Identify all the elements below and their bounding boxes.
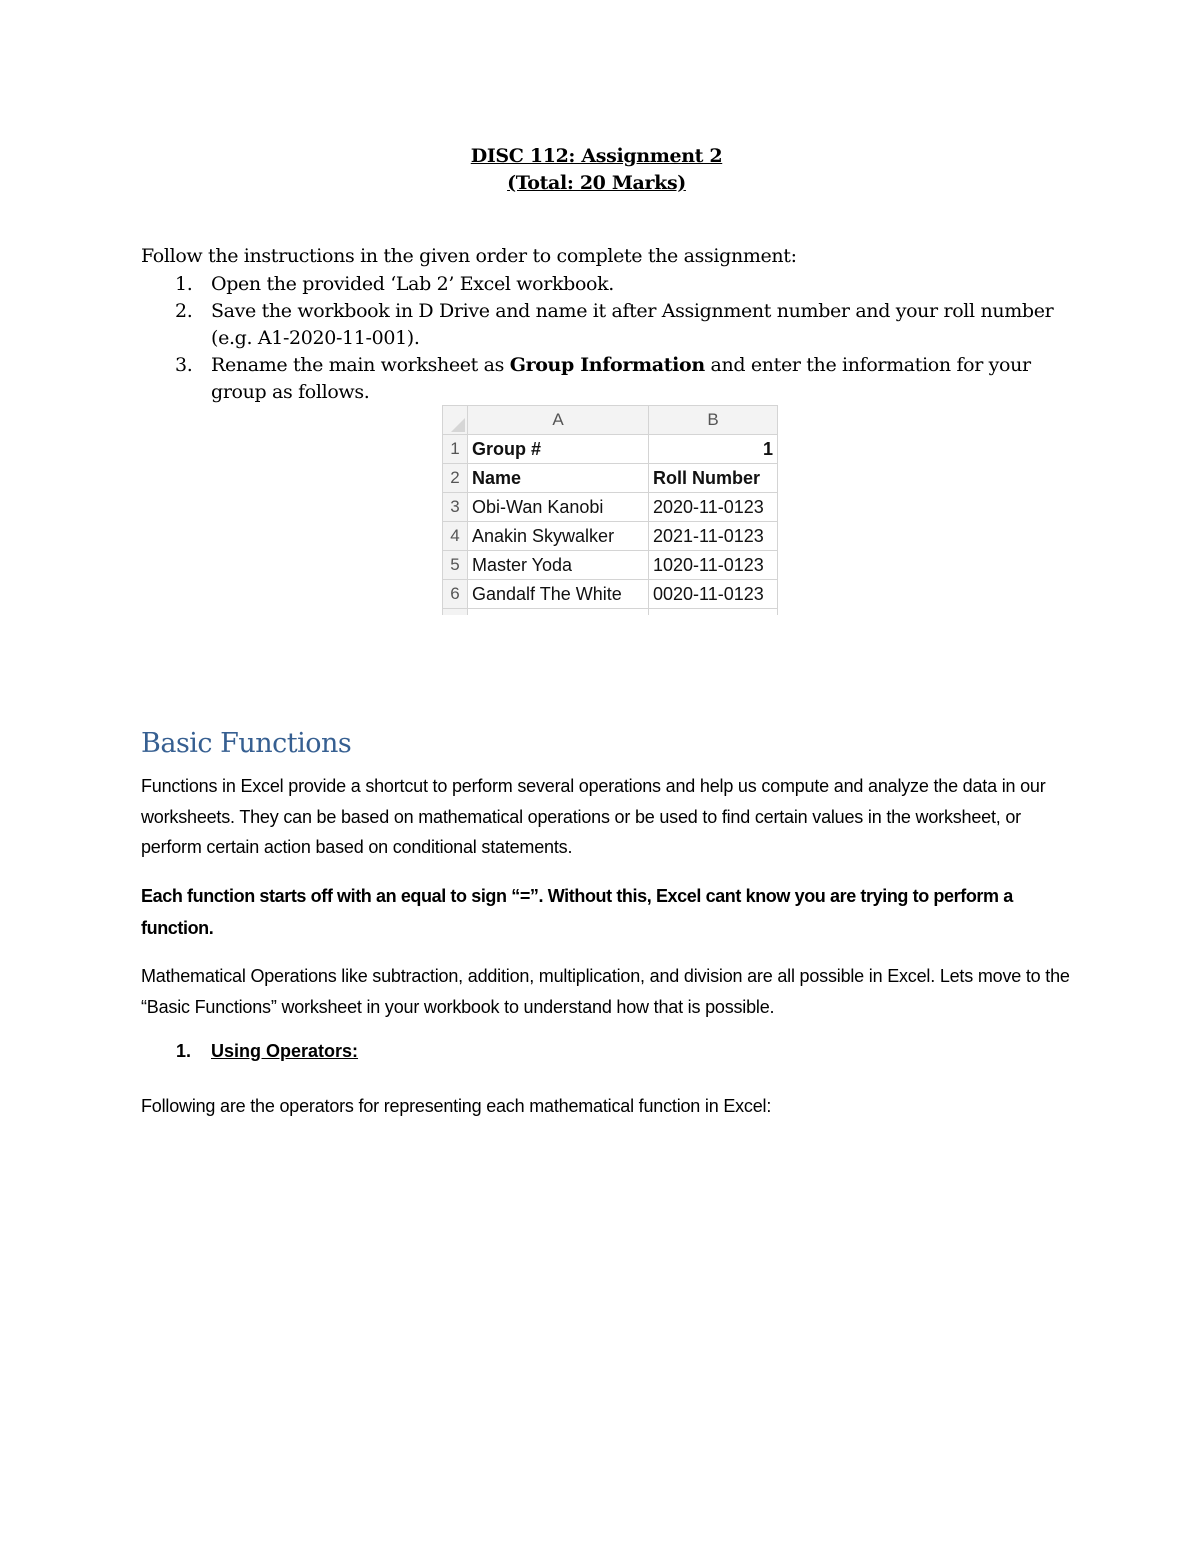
- cell-a3: Obi-Wan Kanobi: [468, 493, 649, 522]
- cell-b7: [649, 609, 778, 616]
- step-text: Save the workbook in D Drive and name it after Assignment number and your roll number (e.g. A1-2020-11-001).: [211, 300, 1054, 349]
- step-number: 3.: [175, 354, 193, 376]
- cell-b3: 2020-11-0123: [649, 493, 778, 522]
- step-number: 1.: [175, 273, 193, 295]
- row-header: [443, 609, 468, 616]
- paragraph-math-operations: Mathematical Operations like subtraction, addition, multiplication, and division are all possible in Excel. Lets move to the “Basic Functions” worksheet in your workbook to understand how that is possible.: [141, 966, 1070, 1017]
- select-all-corner: [443, 406, 468, 435]
- step-text-after: and enter the information for your group as follows.: [211, 354, 1031, 403]
- cell-a6: Gandalf The White: [468, 580, 649, 609]
- column-header-a: A: [468, 406, 649, 435]
- subheading-number: 1.: [176, 1041, 192, 1061]
- instruction-steps: [141, 271, 1061, 406]
- spreadsheet-screenshot: [442, 405, 780, 619]
- table-row: [443, 551, 778, 580]
- instructions-intro: Follow the instructions in the given order to complete the assignment:: [141, 245, 797, 267]
- step-item: [141, 352, 1061, 406]
- title-line-1: DISC 112: Assignment 2: [470, 145, 723, 167]
- column-header-b: B: [649, 406, 778, 435]
- table-row: [443, 464, 778, 493]
- cell-b5: 1020-11-0123: [649, 551, 778, 580]
- row-header: 3: [443, 493, 468, 522]
- row-header: 1: [443, 435, 468, 464]
- step-item: [141, 298, 1061, 352]
- assignment-title: [0, 143, 1193, 197]
- table-row: [443, 522, 778, 551]
- row-header: 5: [443, 551, 468, 580]
- cell-b1: 1: [649, 435, 778, 464]
- row-header: 6: [443, 580, 468, 609]
- cell-a1: Group #: [468, 435, 649, 464]
- step-text: Open the provided ‘Lab 2’ Excel workbook.: [211, 273, 615, 295]
- paragraph-operators-intro: Following are the operators for representing each mathematical function in Excel:: [141, 1096, 772, 1116]
- cell-b6: 0020-11-0123: [649, 580, 778, 609]
- subheading-label: Using Operators:: [211, 1041, 359, 1061]
- step-text-before: Rename the main worksheet as: [211, 354, 510, 376]
- cell-b4: 2021-11-0123: [649, 522, 778, 551]
- subheading-using-operators: [176, 1041, 359, 1062]
- cell-a5: Master Yoda: [468, 551, 649, 580]
- section-heading: Basic Functions: [141, 728, 352, 759]
- table-row: [443, 435, 778, 464]
- row-header: 4: [443, 522, 468, 551]
- column-header-row: [443, 406, 778, 435]
- paragraph-equal-sign-note: Each function starts off with an equal to sign “=”. Without this, Excel cant know you are trying to perform a function.: [141, 886, 1013, 938]
- cell-a4: Anakin Skywalker: [468, 522, 649, 551]
- title-line-2: (Total: 20 Marks): [507, 172, 686, 194]
- step-text-bold: Group Information: [509, 354, 705, 376]
- table-row-partial: [443, 609, 778, 616]
- spreadsheet-grid: [442, 405, 778, 615]
- paragraph-functions-intro: Functions in Excel provide a shortcut to perform several operations and help us compute and analyze the data in our worksheets. They can be based on mathematical operations or be used to find certain values in the worksheet, or perform certain action based on conditional statements.: [141, 776, 1046, 857]
- cell-b2: Roll Number: [649, 464, 778, 493]
- corner-triangle-icon: [451, 418, 465, 432]
- cell-a2: Name: [468, 464, 649, 493]
- step-item: [141, 271, 1061, 298]
- table-row: [443, 493, 778, 522]
- cell-a7: [468, 609, 649, 616]
- row-header: 2: [443, 464, 468, 493]
- step-number: 2.: [175, 300, 193, 322]
- table-row: [443, 580, 778, 609]
